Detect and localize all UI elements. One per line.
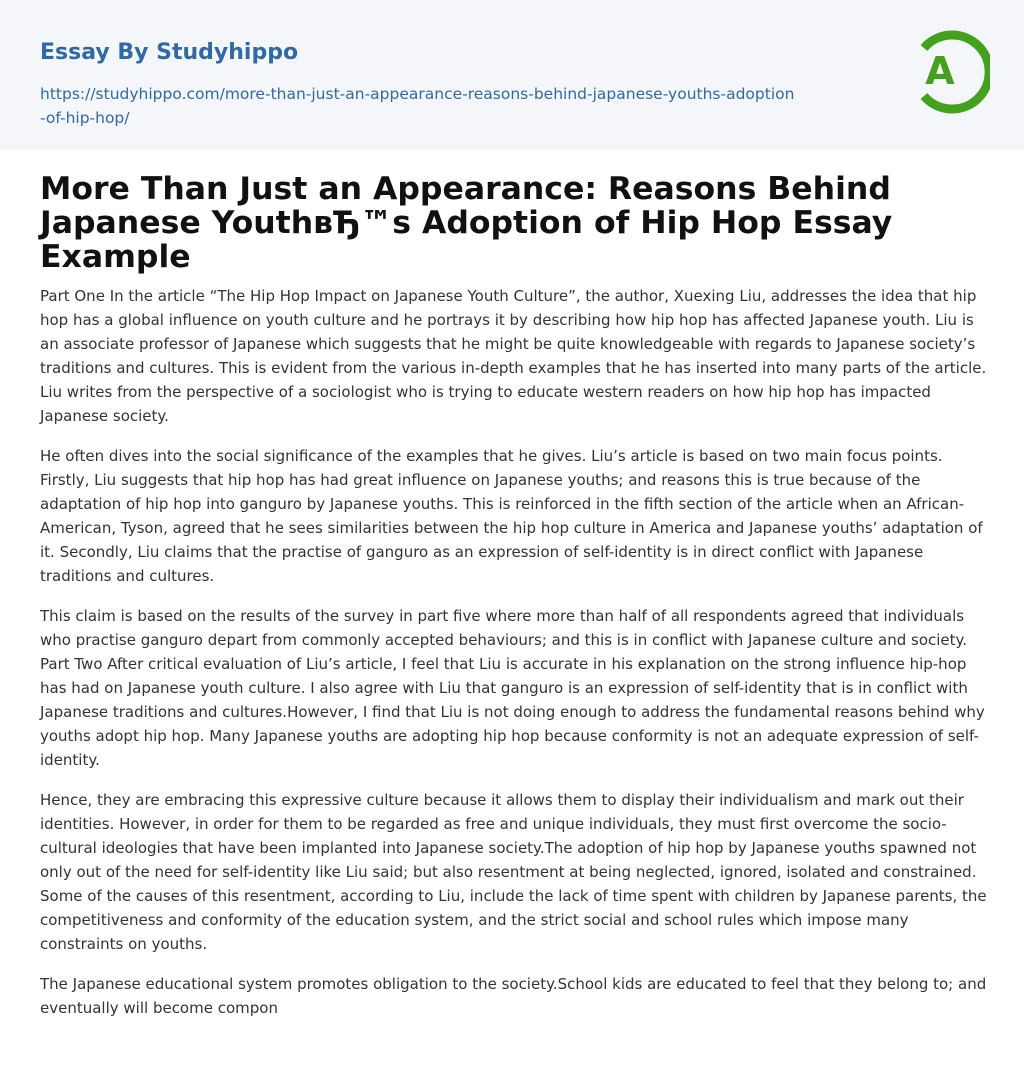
article-paragraph: He often dives into the social significance of the examples that he gives. Liu’s article is based on two main focus points. Firstly, Liu suggests that hip hop has had great influence on Japanese youths; and reasons this is true because of the adaptation of hip hop into ganguro by Japanese youths. This is reinforced in the fifth section of the article when an African-American, Tyson, agreed that he sees similarities between the hip hop culture in America and Japanese youths’ adaptation of it. Secondly, Liu claims that the practise of ganguro as an expression of self-identity is in direct conflict with Japanese traditions and cultures. [40, 447, 983, 585]
site-brand[interactable]: Essay By Studyhippo [40, 40, 299, 65]
logo-letter: A [925, 49, 955, 93]
article-paragraph: The Japanese educational system promotes obligation to the society.School kids are educated to feel that they belong to; and eventually will become compon [40, 975, 987, 1017]
site-header [0, 0, 1024, 150]
article-body [40, 284, 988, 1036]
article-paragraph: This claim is based on the results of the survey in part five where more than half of all respondents agreed that individuals who practise ganguro depart from commonly accepted behaviours; and this is in conflict with Japanese culture and society. Part Two After critical evaluation of Liu’s article, I feel that Liu is accurate in his explanation on the strong influence hip-hop has had on Japanese youth culture. I also agree with Liu that ganguro is an expression of self-identity that is in conflict with Japanese traditions and cultures.However, I find that Liu is not doing enough to address the fundamental reasons behind why youths adopt hip hop. Many Japanese youths are adopting hip hop because conformity is not an adequate expression of self-identity. [40, 607, 985, 769]
logo-icon [910, 28, 990, 116]
article-paragraph: Part One In the article “The Hip Hop Impact on Japanese Youth Culture”, the author, Xuexing Liu, addresses the idea that hip hop has a global influence on youth culture and he portrays it by describing how hip hop has affected Japanese youth. Liu is an associate professor of Japanese which suggests that he might be quite knowledgeable with regards to Japanese society’s traditions and cultures. This is evident from the various in-depth examples that he has inserted into many parts of the article. Liu writes from the perspective of a sociologist who is trying to educate western readers on how hip hop has impacted Japanese society. [40, 287, 987, 425]
source-url-link[interactable]: https://studyhippo.com/more-than-just-an-appearance-reasons-behind-japanese-youths-adoption-of-hip-hop/ [40, 85, 795, 127]
article-paragraph: Hence, they are embracing this expressive culture because it allows them to display their individualism and mark out their identities. However, in order for them to be regarded as free and unique individuals, they must first overcome the socio-cultural ideologies that have been implanted into Japanese society.The adoption of hip hop by Japanese youths spawned not only out of the need for self-identity like Liu said; but also resentment at being neglected, ignored, isolated and constrained. Some of the causes of this resentment, according to Liu, include the lack of time spent with children by Japanese parents, the competitiveness and conformity of the education system, and the strict social and school rules which impose many constraints on youths. [40, 791, 987, 953]
article-title: More Than Just an Appearance: Reasons Behind Japanese YouthвЂ™s Adoption of Hip Hop Essay Example [40, 171, 893, 275]
studyhippo-logo[interactable] [910, 28, 990, 116]
